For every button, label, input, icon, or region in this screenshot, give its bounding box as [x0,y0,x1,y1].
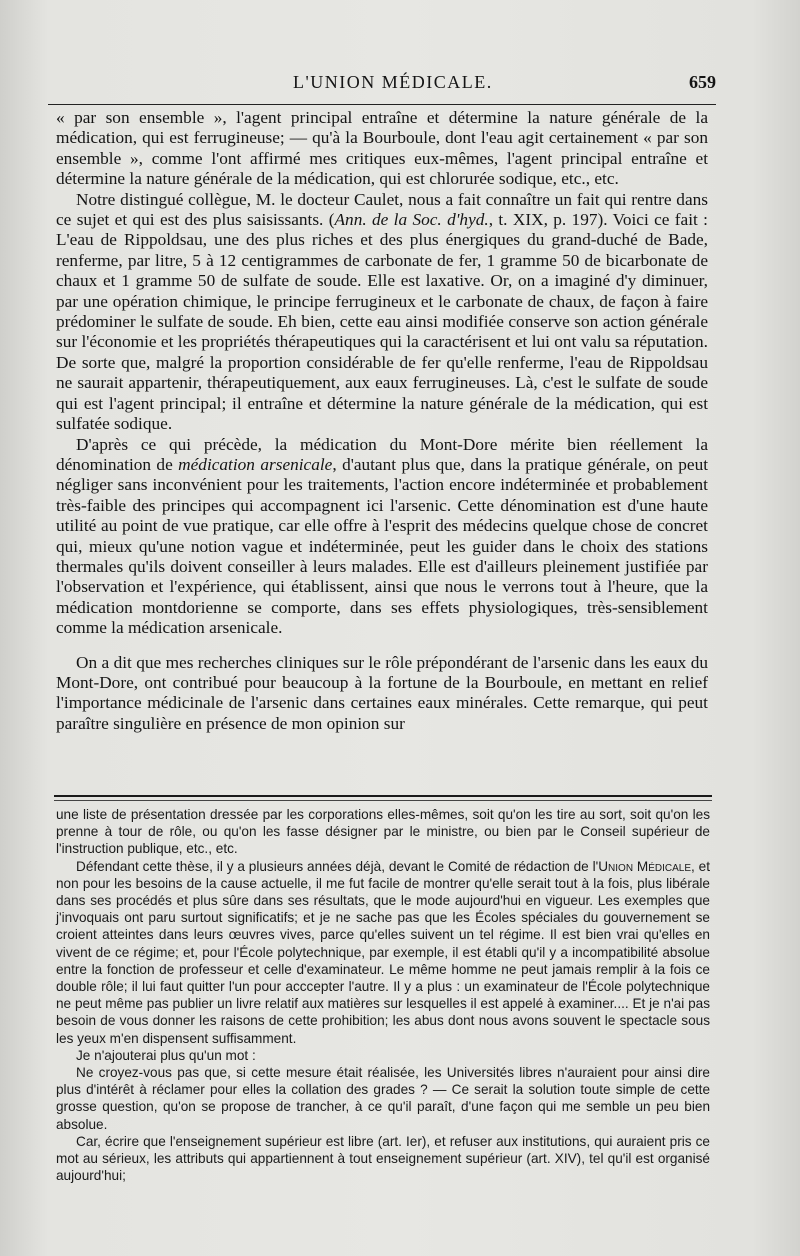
note-5: Car, écrire que l'enseignement supérieur est libre (art. Ier), et refuser aux institutions, qui auraient pris ce mot au sérieux, les attributs qui appartiennent à tout enseignement supérieur (art. XIV), tel qu'il est organisé aujourd'hui; [56,1133,710,1184]
note-4: Ne croyez-vous pas que, si cette mesure était réalisée, les Universités libres n'auraient pour ainsi dire plus d'intérêt à réclamer pour elles la collation des grades ? — Ce serait la solution toute simple de cette grosse question, qu'on se propose de trancher, à ce qu'il paraît, d'une façon qui me semble un peu bien absolue. [56,1065,710,1132]
paragraph-2-text-b: , t. XIX, p. 197). Voici ce fait : L'eau de Rippoldsau, une des plus riches et des plus énergiques du grand-duché de Bade, renferme, par litre, 5 à 12 centigrammes de carbonate de fer, 1 gramme 50 de bicarbonate de chaux et 1 gramme 50 de sulfate de soude. Elle est laxative. Or, on a imaginé d'y diminuer, par une opération chimique, le principe ferrugineux et le carbonate de chaux, de façon à faire prédominer le sulfate de soude. Eh bien, cette eau ainsi modifiée conserve son action générale sur l'économie et les propriétés thérapeutiques qui la caractérisent et lui ont valu sa réputation. De sorte que, malgré la proportion considérable de fer qu'elle renferme, l'eau de Rippoldsau ne saurait appartenir, thérapeutiquement, aux eaux ferrugineuses. Là, c'est le sulfate de soude qui est l'agent principal; il entraîne et détermine la nature générale de la médication, qui est sulfatée sodique. [56,210,708,434]
note-2-text-a: Défendant cette thèse, il y a plusieurs années déjà, devant le Comité de rédaction de l' [76,858,599,874]
paragraph-3-text-a: D'après ce qui précède, la médication du Mont-Dore mérite bien réellement la dénomination de [56,434,708,474]
paragraph-2 [56,190,708,435]
paragraph-2-citation: Ann. de la Soc. d'hyd. [334,210,489,230]
main-text [56,108,708,734]
page-number: 659 [689,72,716,92]
paragraph-3-emphasis: médication arsenicale [178,454,333,474]
note-1: une liste de présentation dressée par les corporations elles-mêmes, soit qu'on les tire au sort, soit qu'on les prenne à tour de rôle, ou qu'on les fasse désigner par le ministre, ou bien par le Conseil supérieur de l'instruction publique, etc., etc. [56,807,710,857]
paragraph-2-text-a: Notre distingué collègue, M. le docteur Caulet, nous a fait connaître un fait qui rentre dans ce sujet et qui est des plus saisissants. ( [56,189,708,230]
footnote-text [56,806,710,1184]
paragraph-4: On a dit que mes recherches cliniques sur le rôle prépondérant de l'arsenic dans les eaux du Mont-Dore, ont contribué pour beaucoup à la fortune de la Bourboule, en mettant en relief l'importance médicinale de l'arsenic dans certaines eaux minérales. Cette remarque, qui peut paraître singulière en présence de mon opinion sur [56,652,708,733]
section-divider [54,795,712,797]
section-divider-thin [54,800,712,801]
paragraph-3 [56,435,708,639]
note-2-journal-name: Union Médicale [598,858,692,874]
paragraph-3-text-b: , d'autant plus que, dans la pratique générale, on peut négliger sans inconvénient pour les traitements, l'action encore indéterminée et probablement très-faible des principes qui accompagnent ici l'arsenic. Cette dénomination est d'une haute utilité au point de vue pratique, car elle offre à l'esprit des médecins quelque chose de concret qui, mieux qu'une notion vague et indéterminée, peut les guider dans le choix des stations thermales qu'ils doivent conseiller à leurs malades. Elle est d'ailleurs pleinement justifiée par l'observation et l'expérience, qui établissent, ainsi que nous le verrons tout à l'heure, que la médication montdorienne se comporte, dans ses effets physiologiques, très-sensiblement comme la médication arsenicale. [56,454,709,638]
journal-title: L'UNION MÉDICALE. [293,72,493,92]
running-header [48,64,716,105]
note-2 [56,858,710,1047]
note-2-text-b: , et non pour les besoins de la cause actuelle, il me fut facile de montrer qu'elle serait tout à la fois, plus libérale dans ses procédés et plus sûre dans ses résultats, que le mode aujourd'hui en vigueur. Les exemples que j'invoquais ont paru surtout significatifs; et je ne sache pas que les Écoles spéciales du gouvernement se croient atteintes dans leurs œuvres vives, parce qu'elles suivent un tel régime. Il est bien vrai qu'elles en vivent de ce régime; et, pour l'École polytechnique, par exemple, il est établi qu'il y a incompatibilité absolue entre la fonction de professeur et celle d'examinateur. Le même homme ne peut jamais remplir à la fois ce double rôle; il lui faut quitter l'un pour acccepter l'autre. Il y a plus : un examinateur de l'École polytechnique ne peut même pas publier un livre relatif aux matières sur lesquelles il est appelé à examiner.... Et je n'ai pas besoin de vous donner les raisons de cette prohibition; les abus dont nous avons souvent le spectacle sous les yeux m'en dispensent suffisamment. [56,858,710,1046]
paragraph-1: « par son ensemble », l'agent principal entraîne et détermine la nature générale de la médication, qui est ferrugineuse; — qu'à la Bourboule, dont l'eau agit certainement « par son ensemble », comme l'ont affirmé mes critiques eux-mêmes, l'agent principal entraîne et détermine la nature générale de la médication, qui est chlorurée sodique, etc., etc. [56,108,708,189]
note-3: Je n'ajouterai plus qu'un mot : [76,1047,256,1063]
